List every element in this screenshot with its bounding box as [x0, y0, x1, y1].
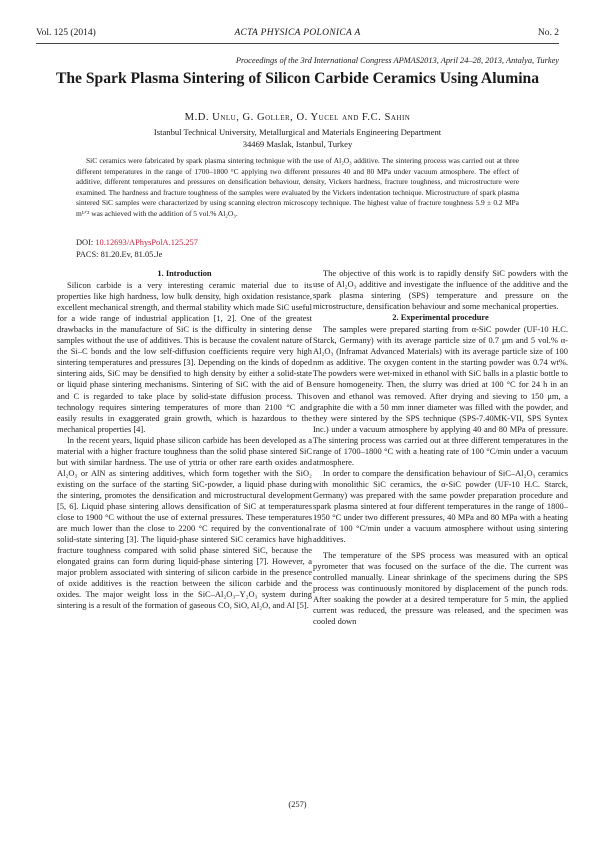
doi-link[interactable]: 10.12693/APhysPolA.125.257 [95, 238, 198, 247]
header-rule [36, 43, 559, 44]
page-number: (257) [288, 800, 307, 809]
affiliation [40, 127, 555, 150]
paragraph: In the recent years, liquid phase silicon carbide has been developed as a material with a higher fracture toughness than the solid phase sintered SiC but with similar hardness. The use of yttria or other rare earth oxides and Al₂O₃ or AlN as sintering additives, which form together with the SiO₂ existing on the surface of the starting SiC-powder, a liquid phase during the sintering, promotes the densification and microstructural development [5, 6]. Liquid phase sintering allows densification of SiC at temperatures close to 1900 °C without the use of external pressures. These temperatures are much lower than the close to 2200 °C required by the conventional solid-state sintering [3]. The liquid-phase sintered SiC ceramics have high fracture toughness compared with solid phase sintered SiC, because the elongated grains can form during liquid-phase sintering [7]. However, a major problem associated with sintering of silicon carbide in the presence of oxide additives is the reaction between the silicon carbide and the oxides. The major weight loss in the SiC–Al₂O₃–Y₂O₃ system during sintering is a result of the formation of gaseous CO, SiO, Al₂O, and Al [5]. [57, 434, 312, 611]
paragraph: Silicon carbide is a very interesting ceramic material due to its properties like high hardness, low bulk density, high oxidation resistance, excellent mechanical strength, and thermal stability which made SiC useful for a wide range of industrial application [1, 2]. One of the greatest drawbacks in the manufacture of SiC is the difficulty in sintering dense samples without the use of additives. This is because the covalent nature of the Si–C bonds and the low self-diffusion coefficients require very high sintering temperatures and pressures [3]. Depending on the kinds of doped sintering aids, SiC may be densified to high density by either a solid-state or liquid phase sintering mechanisms. Sintering of SiC with the aid of B and C is regarded to take place by solid-state diffusion process. This technology requires sintering temperatures of more than 2100 °C and easily results in exaggerated grain growth, which is hazardous to the mechanical properties [4]. [57, 280, 312, 434]
running-head [36, 28, 559, 44]
right-column [313, 268, 568, 628]
abstract: SiC ceramics were fabricated by spark plasma sintering technique with the use of Al₂O₃ additive. The sintering process was carried out at three different temperatures in the range of 1700–1800 °C applying two different pressures 40 and 80 MPa under vacuum atmosphere. The effect of additive, different temperatures and pressures on densification behaviour, density, Vickers hardness, fracture toughness, and microstructure were examined. The hardness and fracture toughness of the samples were evaluated by the Vickers indentation technique. Microstructure of spark plasma sintered SiC samples were characterized by using scanning electron microscopy technique. The highest value of fracture toughness 5.9 ± 0.2 MPa m¹ᐟ² was achieved with the addition of 5 vol.% Al₂O₃. [76, 156, 519, 218]
section-heading-introduction: 1. Introduction [157, 268, 212, 278]
affiliation-line-2: 34469 Maslak, Istanbul, Turkey [242, 138, 353, 149]
section-heading-experimental: 2. Experimental procedure [392, 312, 489, 323]
volume-label: Vol. 125 (2014) [36, 28, 96, 38]
doi-label: DOI: [76, 238, 96, 247]
doi-line [76, 238, 198, 247]
journal-name: ACTA PHYSICA POLONICA A [234, 28, 361, 38]
paper-title: The Spark Plasma Sintering of Silicon Carbide Ceramics Using Alumina [55, 70, 539, 87]
author-list: M.D. Unlu, G. Goller, O. Yucel and F.C. Sahin [184, 112, 411, 123]
pacs-line: PACS: 81.20.Ev, 81.05.Je [76, 250, 163, 259]
issue-label: No. 2 [537, 28, 559, 38]
paragraph: The samples were prepared starting from α-SiC powder (UF-10 H.C. Starck, Germany) with its average particle size of 0.7 μm and 5 vol.% α-Al₂O₃ (Inframat Advanced Materials) with its average particle size of 100 nm as additive. The oxygen content in the starting powder was 0.74 wt%. The powders were wet-mixed in ethanol with SiC balls in a plastic bottle to ensure homogeneity. Then, the slurry was dried at 100 °C for 24 h in an oven and ethanol was removed. After drying and sieving to 150 μm, a graphite die with a 50 mm inner diameter was filled with the powder, and they were sintered by the SPS technique (SPS-7.40MK-VII, SPS Syntex Inc.) under a vacuum atmosphere by applying 40 and 80 MPa of pressure. The sintering process was carried out at three different temperatures in the range of 1700–1800 °C with a heating rate of 100 °C/min under a vacuum atmosphere. [313, 324, 568, 467]
proceedings-line: Proceedings of the 3rd International Congress APMAS2013, April 24–28, 2013, Antalya, Turkey [235, 56, 559, 65]
paragraph: The objective of this work is to rapidly densify SiC powders with the use of Al₂O₃ additive and investigate the influence of the additive and the spark plasma sintering (SPS) temperature and pressure on the microstructure, densification behaviour and some mechanical properties. [313, 268, 568, 312]
left-column [57, 268, 312, 611]
affiliation-line-1: Istanbul Technical University, Metallurgical and Materials Engineering Department [153, 127, 442, 137]
paragraph: In order to compare the densification behaviour of SiC–Al₂O₃ ceramics with monolithic SiC ceramics, the α-SiC powder (UF-10 H.C. Starck, Germany) was prepared with the same powder preparation procedure and spark plasma sintered at four different temperatures in the range of 1800–1950 °C under two different pressures, 40 MPa and 80 MPa with a heating rate of 100 °C/min under a vacuum atmosphere without using sintering additives. [313, 467, 568, 545]
paragraph: The temperature of the SPS process was measured with an optical pyrometer that was focused on the surface of the die. The current was controlled manually. Linear shrinkage of the specimens during the SPS process was continuously monitored by displacement of the punch rods. After soaking the powder at a desired temperature for 5 min, the applied current was reduced, the pressure was released, and the specimen was cooled down [313, 550, 568, 627]
